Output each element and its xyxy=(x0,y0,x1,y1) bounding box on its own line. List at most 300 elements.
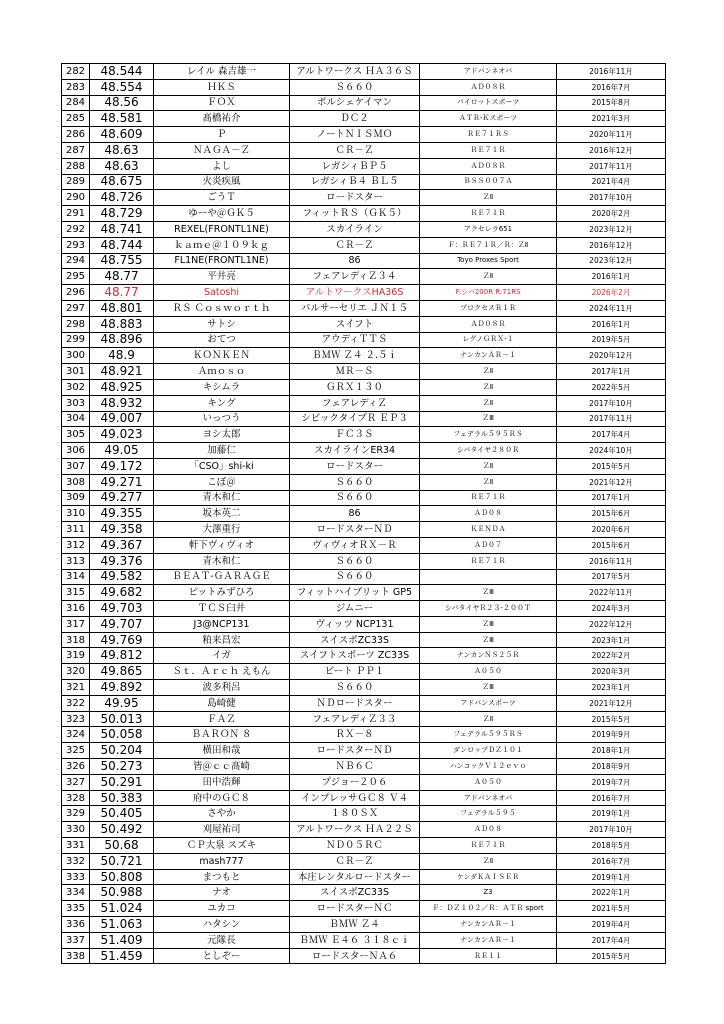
lap-time-cell: 48.609 xyxy=(90,127,154,143)
tire-cell: Ａ０５０ xyxy=(420,664,557,680)
car-model-cell: ＦＣ３Ｓ xyxy=(290,427,420,443)
table-row xyxy=(62,522,666,538)
table-row xyxy=(62,822,666,838)
tire-cell: シバタイヤ２８０Ｒ xyxy=(420,443,557,459)
tire-cell: ＺⅢ xyxy=(420,680,557,696)
table-row xyxy=(62,853,666,869)
table-row xyxy=(62,206,666,222)
car-model-cell: ジムニー xyxy=(290,601,420,617)
car-model-cell: スイスポZC33S xyxy=(290,632,420,648)
driver-name-cell: 火炎疾風 xyxy=(154,174,290,190)
table-row xyxy=(62,190,666,206)
driver-name-cell: ＨＫＳ xyxy=(154,79,290,95)
lap-time-cell: 49.707 xyxy=(90,616,154,632)
car-model-cell: Ｓ６６０ xyxy=(290,474,420,490)
car-model-cell: ＣＲ－Ｚ xyxy=(290,142,420,158)
car-model-cell: フィットハイブリット GP5 xyxy=(290,585,420,601)
table-row xyxy=(62,332,666,348)
lap-time-cell: 49.007 xyxy=(90,411,154,427)
lap-time-cell: 49.769 xyxy=(90,632,154,648)
table-row xyxy=(62,427,666,443)
car-model-cell: ポルシェケイマン xyxy=(290,95,420,111)
rank-cell: 288 xyxy=(62,158,90,174)
rank-cell: 325 xyxy=(62,743,90,759)
driver-name-cell: ＴＣＳ臼井 xyxy=(154,601,290,617)
table-row xyxy=(62,664,666,680)
lap-time-cell: 48.63 xyxy=(90,142,154,158)
table-row xyxy=(62,411,666,427)
car-model-cell: 86 xyxy=(290,506,420,522)
date-cell: 2021年3月 xyxy=(557,111,666,127)
rank-cell: 300 xyxy=(62,348,90,364)
driver-name-cell: 髙橋祐介 xyxy=(154,111,290,127)
driver-name-cell: 坂本英二 xyxy=(154,506,290,522)
lap-time-cell: 50.383 xyxy=(90,790,154,806)
lap-time-cell: 48.896 xyxy=(90,332,154,348)
lap-time-cell: 50.013 xyxy=(90,711,154,727)
driver-name-cell: 元隊長 xyxy=(154,932,290,948)
rank-cell: 292 xyxy=(62,221,90,237)
driver-name-cell: Satoshi xyxy=(154,285,290,301)
car-model-cell: アルトワークス ＨＡ３６Ｓ xyxy=(290,64,420,80)
lap-time-cell: 50.988 xyxy=(90,885,154,901)
date-cell: 2020年12月 xyxy=(557,348,666,364)
tire-cell: ＲＥ７１Ｒ xyxy=(420,490,557,506)
car-model-cell: 86 xyxy=(290,253,420,269)
driver-name-cell: 田中浩輝 xyxy=(154,774,290,790)
tire-cell: ＲＥ７１Ｒ xyxy=(420,206,557,222)
lap-time-cell: 51.409 xyxy=(90,932,154,948)
date-cell: 2017年1月 xyxy=(557,364,666,380)
driver-name-cell: ＣＰ大泉 スズキ xyxy=(154,838,290,854)
rank-cell: 290 xyxy=(62,190,90,206)
tire-cell: ダンロップＤＺ１０１ xyxy=(420,743,557,759)
driver-name-cell: ピットみずひろ xyxy=(154,585,290,601)
driver-name-cell: Ｐ xyxy=(154,127,290,143)
car-model-cell: パルサーセリエ ＪＮ１５ xyxy=(290,300,420,316)
tire-cell: ＺⅡ xyxy=(420,364,557,380)
ranking-table xyxy=(61,63,666,964)
lap-time-cell: 48.925 xyxy=(90,379,154,395)
car-model-cell: アルトワークス ＨＡ２２Ｓ xyxy=(290,822,420,838)
driver-name-cell: さやか xyxy=(154,806,290,822)
tire-cell: ハンコックＶ１２ｅｖｏ xyxy=(420,759,557,775)
tire-cell: ＺⅡ xyxy=(420,853,557,869)
lap-time-cell: 50.204 xyxy=(90,743,154,759)
table-row xyxy=(62,759,666,775)
date-cell: 2016年11月 xyxy=(557,553,666,569)
rank-cell: 286 xyxy=(62,127,90,143)
date-cell: 2015年8月 xyxy=(557,95,666,111)
driver-name-cell: こぼ＠ xyxy=(154,474,290,490)
date-cell: 2022年1月 xyxy=(557,885,666,901)
table-row xyxy=(62,680,666,696)
date-cell: 2024年3月 xyxy=(557,601,666,617)
rank-cell: 337 xyxy=(62,932,90,948)
rank-cell: 307 xyxy=(62,458,90,474)
car-model-cell: フェアレディＺ３４ xyxy=(290,269,420,285)
tire-cell: Ａ０５０ xyxy=(420,774,557,790)
driver-name-cell: ｋａｍｅ＠１０９ｋｇ xyxy=(154,237,290,253)
table-row xyxy=(62,111,666,127)
table-row xyxy=(62,237,666,253)
driver-name-cell: 皆＠ｃｃ髙崎 xyxy=(154,759,290,775)
table-row xyxy=(62,885,666,901)
table-row xyxy=(62,379,666,395)
lap-time-cell: 49.172 xyxy=(90,458,154,474)
table-row xyxy=(62,917,666,933)
date-cell: 2019年9月 xyxy=(557,727,666,743)
lap-time-cell: 49.95 xyxy=(90,695,154,711)
car-model-cell: ＢＭＷ Ｚ４ xyxy=(290,917,420,933)
date-cell: 2020年11月 xyxy=(557,127,666,143)
car-model-cell: スイフトスポーツ ZC33S xyxy=(290,648,420,664)
driver-name-cell: Ａｍｏｓｏ xyxy=(154,364,290,380)
rank-cell: 295 xyxy=(62,269,90,285)
driver-name-cell: ハタシン xyxy=(154,917,290,933)
tire-cell: ＺⅡ xyxy=(420,458,557,474)
tire-cell: ＡＤ０８Ｒ xyxy=(420,316,557,332)
table-row xyxy=(62,95,666,111)
driver-name-cell: ナオ xyxy=(154,885,290,901)
lap-time-cell: 50.808 xyxy=(90,869,154,885)
date-cell: 2022年5月 xyxy=(557,379,666,395)
lap-time-cell: 49.355 xyxy=(90,506,154,522)
lap-time-cell: 48.729 xyxy=(90,206,154,222)
car-model-cell: スカイラインER34 xyxy=(290,443,420,459)
date-cell: 2020年2月 xyxy=(557,206,666,222)
lap-time-cell: 48.544 xyxy=(90,64,154,80)
date-cell: 2020年6月 xyxy=(557,522,666,538)
rank-cell: 319 xyxy=(62,648,90,664)
tire-cell: シバタイヤＲ２３-２００Ｔ xyxy=(420,601,557,617)
car-model-cell: プジョー２０６ xyxy=(290,774,420,790)
lap-time-cell: 49.376 xyxy=(90,553,154,569)
table-row xyxy=(62,569,666,585)
rank-cell: 338 xyxy=(62,948,90,964)
table-row xyxy=(62,932,666,948)
car-model-cell: スイフト xyxy=(290,316,420,332)
date-cell: 2017年10月 xyxy=(557,190,666,206)
car-model-cell: ロードスターＮＤ xyxy=(290,743,420,759)
rank-cell: 318 xyxy=(62,632,90,648)
date-cell: 2017年4月 xyxy=(557,427,666,443)
car-model-cell: ＣＲ－Ｚ xyxy=(290,853,420,869)
driver-name-cell: ＦＯＸ xyxy=(154,95,290,111)
rank-cell: 322 xyxy=(62,695,90,711)
car-model-cell: １８０ＳＸ xyxy=(290,806,420,822)
driver-name-cell: 波多利呂 xyxy=(154,680,290,696)
tire-cell: ＺⅢ xyxy=(420,411,557,427)
driver-name-cell: ごうＴ xyxy=(154,190,290,206)
car-model-cell: Ｓ６６０ xyxy=(290,569,420,585)
rank-cell: 301 xyxy=(62,364,90,380)
date-cell: 2015年5月 xyxy=(557,948,666,964)
date-cell: 2017年5月 xyxy=(557,569,666,585)
rank-cell: 333 xyxy=(62,869,90,885)
driver-name-cell: ユカコ xyxy=(154,901,290,917)
driver-name-cell: Ｓｔ．Ａｒｃｈ えもん xyxy=(154,664,290,680)
table-row xyxy=(62,948,666,964)
tire-cell: ＺⅢ xyxy=(420,632,557,648)
date-cell: 2021年4月 xyxy=(557,174,666,190)
table-row xyxy=(62,506,666,522)
car-model-cell: Ｓ６６０ xyxy=(290,553,420,569)
driver-name-cell: 平井亮 xyxy=(154,269,290,285)
lap-time-cell: 48.755 xyxy=(90,253,154,269)
rank-cell: 294 xyxy=(62,253,90,269)
car-model-cell: 本庄レンタルロードスター xyxy=(290,869,420,885)
date-cell: 2018年1月 xyxy=(557,743,666,759)
tire-cell: ナンカンＡＲ－１ xyxy=(420,932,557,948)
date-cell: 2015年5月 xyxy=(557,458,666,474)
driver-name-cell: ＦＡＺ xyxy=(154,711,290,727)
date-cell: 2021年5月 xyxy=(557,901,666,917)
car-model-cell: スカイライン xyxy=(290,221,420,237)
date-cell: 2019年1月 xyxy=(557,806,666,822)
date-cell: 2019年7月 xyxy=(557,774,666,790)
table-row xyxy=(62,806,666,822)
driver-name-cell: ＮＡＧＡ－Ｚ xyxy=(154,142,290,158)
table-row xyxy=(62,774,666,790)
table-row xyxy=(62,458,666,474)
driver-name-cell: ゆーや＠ＧＫ５ xyxy=(154,206,290,222)
car-model-cell: フィットＲＳ（ＧＫ５） xyxy=(290,206,420,222)
driver-name-cell: いっつう xyxy=(154,411,290,427)
table-row xyxy=(62,316,666,332)
car-model-cell: ロードスターＮＡ６ xyxy=(290,948,420,964)
driver-name-cell: としぞー xyxy=(154,948,290,964)
table-row xyxy=(62,127,666,143)
car-model-cell: Ｓ６６０ xyxy=(290,490,420,506)
lap-time-cell: 48.932 xyxy=(90,395,154,411)
table-row xyxy=(62,79,666,95)
lap-time-cell: 49.703 xyxy=(90,601,154,617)
tire-cell: ＺⅡ xyxy=(420,395,557,411)
date-cell: 2017年4月 xyxy=(557,932,666,948)
driver-name-cell: 島崎健 xyxy=(154,695,290,711)
table-row xyxy=(62,838,666,854)
ranking-table-body xyxy=(62,64,666,964)
car-model-cell: レガシィＢ４ ＢＬ５ xyxy=(290,174,420,190)
rank-cell: 309 xyxy=(62,490,90,506)
table-row xyxy=(62,142,666,158)
lap-time-cell: 48.554 xyxy=(90,79,154,95)
driver-name-cell: 「CSO」shi-ki xyxy=(154,458,290,474)
car-model-cell: ＤＣ２ xyxy=(290,111,420,127)
lap-time-cell: 48.741 xyxy=(90,221,154,237)
tire-cell: ＲＥ７１Ｒ xyxy=(420,838,557,854)
tire-cell: レグノＧＲＸ-１ xyxy=(420,332,557,348)
tire-cell: ＡＤ０８ xyxy=(420,822,557,838)
lap-time-cell: 50.291 xyxy=(90,774,154,790)
car-model-cell: フェアレディＺ xyxy=(290,395,420,411)
lap-time-cell: 51.063 xyxy=(90,917,154,933)
lap-time-cell: 48.883 xyxy=(90,316,154,332)
rank-cell: 329 xyxy=(62,806,90,822)
date-cell: 2018年5月 xyxy=(557,838,666,854)
table-row xyxy=(62,443,666,459)
rank-cell: 304 xyxy=(62,411,90,427)
lap-time-cell: 49.367 xyxy=(90,537,154,553)
rank-cell: 317 xyxy=(62,616,90,632)
date-cell: 2024年11月 xyxy=(557,300,666,316)
tire-cell: ＺⅡ xyxy=(420,711,557,727)
driver-name-cell: おてつ xyxy=(154,332,290,348)
driver-name-cell: 横田和哉 xyxy=(154,743,290,759)
table-row xyxy=(62,601,666,617)
tire-cell: アクセレラ651 xyxy=(420,221,557,237)
driver-name-cell: まつもと xyxy=(154,869,290,885)
tire-cell: アドバンネオバ xyxy=(420,64,557,80)
car-model-cell: Ｓ６６０ xyxy=(290,680,420,696)
rank-cell: 320 xyxy=(62,664,90,680)
tire-cell: ナンカンＡＲ－１ xyxy=(420,917,557,933)
table-row xyxy=(62,348,666,364)
lap-time-cell: 48.921 xyxy=(90,364,154,380)
lap-time-cell: 51.459 xyxy=(90,948,154,964)
lap-time-cell: 49.812 xyxy=(90,648,154,664)
table-row xyxy=(62,585,666,601)
tire-cell: アドバンネオバ xyxy=(420,790,557,806)
table-row xyxy=(62,253,666,269)
car-model-cell: ＢＭＷ Ｚ４ ２.５ｉ xyxy=(290,348,420,364)
driver-name-cell: イガ xyxy=(154,648,290,664)
car-model-cell: ロードスター xyxy=(290,458,420,474)
rank-cell: 334 xyxy=(62,885,90,901)
rank-cell: 306 xyxy=(62,443,90,459)
table-row xyxy=(62,221,666,237)
date-cell: 2020年3月 xyxy=(557,664,666,680)
car-model-cell: ヴィッツ NCP131 xyxy=(290,616,420,632)
lap-time-cell: 51.024 xyxy=(90,901,154,917)
rank-cell: 296 xyxy=(62,285,90,301)
date-cell: 2023年1月 xyxy=(557,632,666,648)
car-model-cell: フェアレディＺ３３ xyxy=(290,711,420,727)
tire-cell: ＡＤ０８ xyxy=(420,506,557,522)
table-row xyxy=(62,869,666,885)
driver-name-cell: 軒下ヴィヴィオ xyxy=(154,537,290,553)
table-row xyxy=(62,790,666,806)
date-cell: 2023年12月 xyxy=(557,221,666,237)
tire-cell: ＺⅡ xyxy=(420,379,557,395)
driver-name-cell: 加藤仁 xyxy=(154,443,290,459)
rank-cell: 298 xyxy=(62,316,90,332)
car-model-cell: ＲＸ－８ xyxy=(290,727,420,743)
table-row xyxy=(62,285,666,301)
tire-cell: ナンカンＡＲ－１ xyxy=(420,348,557,364)
rank-cell: 315 xyxy=(62,585,90,601)
lap-time-cell: 49.023 xyxy=(90,427,154,443)
tire-cell: ＺⅢ xyxy=(420,585,557,601)
driver-name-cell: よし xyxy=(154,158,290,174)
car-model-cell: ＮＢ６Ｃ xyxy=(290,759,420,775)
date-cell: 2016年7月 xyxy=(557,790,666,806)
driver-name-cell: mash777 xyxy=(154,853,290,869)
car-model-cell: ＢＭＷ Ｅ４６ ３１８ｃｉ xyxy=(290,932,420,948)
table-row xyxy=(62,474,666,490)
tire-cell xyxy=(420,569,557,585)
driver-name-cell: 刈屋祐司 xyxy=(154,822,290,838)
date-cell: 2016年12月 xyxy=(557,142,666,158)
car-model-cell: アルトワークスHA36S xyxy=(290,285,420,301)
date-cell: 2023年12月 xyxy=(557,253,666,269)
lap-time-cell: 48.77 xyxy=(90,285,154,301)
driver-name-cell: ＢＥＡＴ-ＧＡＲＡＧＥ xyxy=(154,569,290,585)
rank-cell: 284 xyxy=(62,95,90,111)
rank-cell: 331 xyxy=(62,838,90,854)
tire-cell: ＲＥ７１Ｒ xyxy=(420,142,557,158)
rank-cell: 302 xyxy=(62,379,90,395)
date-cell: 2016年7月 xyxy=(557,79,666,95)
rank-cell: 323 xyxy=(62,711,90,727)
tire-cell: ＲＥ１１ xyxy=(420,948,557,964)
lap-time-cell: 50.68 xyxy=(90,838,154,854)
table-row xyxy=(62,537,666,553)
lap-time-cell: 49.892 xyxy=(90,680,154,696)
date-cell: 2019年4月 xyxy=(557,917,666,933)
driver-name-cell: キシムラ xyxy=(154,379,290,395)
lap-time-cell: 48.675 xyxy=(90,174,154,190)
lap-time-cell: 48.726 xyxy=(90,190,154,206)
lap-time-cell: 50.058 xyxy=(90,727,154,743)
rank-cell: 312 xyxy=(62,537,90,553)
tire-cell: Ｆ：ＲＥ７１Ｒ／Ｒ：ＺⅡ xyxy=(420,237,557,253)
lap-time-cell: 50.721 xyxy=(90,853,154,869)
date-cell: 2017年10月 xyxy=(557,395,666,411)
rank-cell: 332 xyxy=(62,853,90,869)
tire-cell: フェデラル５９５ＲＳ xyxy=(420,427,557,443)
date-cell: 2016年11月 xyxy=(557,64,666,80)
rank-cell: 308 xyxy=(62,474,90,490)
date-cell: 2015年6月 xyxy=(557,537,666,553)
rank-cell: 324 xyxy=(62,727,90,743)
rank-cell: 310 xyxy=(62,506,90,522)
rank-cell: 299 xyxy=(62,332,90,348)
lap-time-cell: 48.801 xyxy=(90,300,154,316)
table-row xyxy=(62,553,666,569)
lap-time-cell: 49.865 xyxy=(90,664,154,680)
tire-cell: ＺⅡ xyxy=(420,474,557,490)
tire-cell: アドバンスポーツ xyxy=(420,695,557,711)
car-model-cell: アウディＴＴＳ xyxy=(290,332,420,348)
rank-cell: 336 xyxy=(62,917,90,933)
tire-cell: フェデラル５９５ＲＳ xyxy=(420,727,557,743)
car-model-cell: ビート ＰＰ１ xyxy=(290,664,420,680)
rank-cell: 289 xyxy=(62,174,90,190)
table-row xyxy=(62,727,666,743)
rank-cell: 283 xyxy=(62,79,90,95)
car-model-cell: ＮＤ０５ＲＣ xyxy=(290,838,420,854)
date-cell: 2019年1月 xyxy=(557,869,666,885)
driver-name-cell: レイル 森吉雄一 xyxy=(154,64,290,80)
rank-cell: 293 xyxy=(62,237,90,253)
date-cell: 2016年1月 xyxy=(557,316,666,332)
driver-name-cell: FL1NE(FRONTL1NE) xyxy=(154,253,290,269)
lap-time-cell: 48.581 xyxy=(90,111,154,127)
rank-cell: 321 xyxy=(62,680,90,696)
driver-name-cell: ＢＡＲＯＮ ８ xyxy=(154,727,290,743)
date-cell: 2015年6月 xyxy=(557,506,666,522)
table-row xyxy=(62,695,666,711)
driver-name-cell: 大澤重行 xyxy=(154,522,290,538)
tire-cell: パイロットスポーツ xyxy=(420,95,557,111)
rank-cell: 314 xyxy=(62,569,90,585)
car-model-cell: インプレッサＧＣ８ Ｖ４ xyxy=(290,790,420,806)
tire-cell: ＺⅢ xyxy=(420,616,557,632)
driver-name-cell: キング xyxy=(154,395,290,411)
rank-cell: 287 xyxy=(62,142,90,158)
